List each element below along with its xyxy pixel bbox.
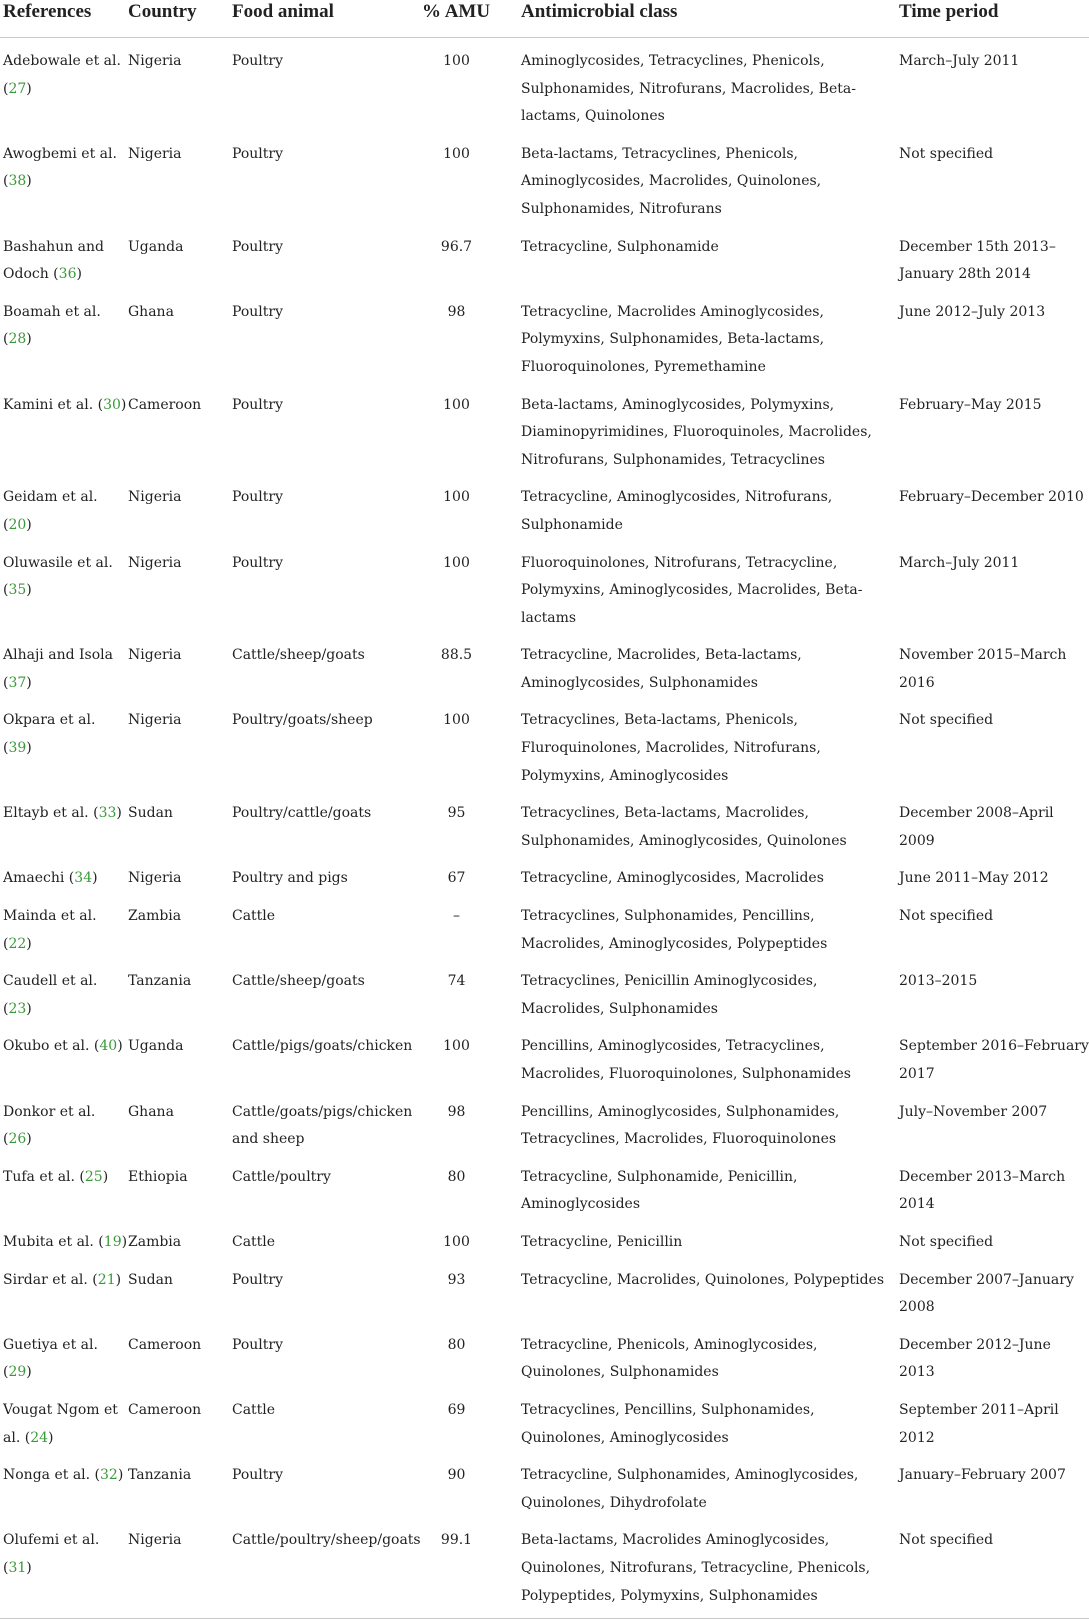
food-animal-cell: Poultry/cattle/goats <box>232 805 372 822</box>
country-cell: Nigeria <box>128 53 182 69</box>
reference-number-link[interactable]: 40 <box>99 1038 118 1055</box>
antimicrobial-class-cell: Beta-lactams, Tetracyclines, Phenicols, Aminoglycosides, Macrolides, Quinolones, Sulphonamides, Nitrofurans <box>521 145 822 217</box>
antimicrobial-class-cell: Tetracycline, Phenicols, Aminoglycosides, Quinolones, Sulphonamides <box>521 1336 818 1381</box>
reference-number-link[interactable]: 19 <box>103 1233 122 1250</box>
table-row <box>0 790 1089 855</box>
food-animal-cell: Poultry <box>232 396 284 413</box>
food-animal-cell: Poultry <box>232 145 284 162</box>
antimicrobial-class-cell: Tetracycline, Macrolides Aminoglycosides, Polymyxins, Sulphonamides, Beta-lactams, Fluoroquinolones, Pyremethamine <box>521 303 825 375</box>
time-period-cell: September 2011–April 2012 <box>899 1401 1059 1446</box>
table-row <box>0 697 1089 790</box>
reference-cell: Okubo et al. (40) <box>3 1038 123 1055</box>
table-row <box>0 1322 1089 1387</box>
reference-number-link[interactable]: 38 <box>8 173 27 190</box>
country-cell: Zambia <box>128 1233 182 1250</box>
food-animal-cell: Cattle <box>232 908 276 925</box>
reference-author: Eltayb et al. <box>3 805 89 822</box>
amu-percent-cell: 80 <box>447 1336 466 1353</box>
antimicrobial-class-cell: Beta-lactams, Macrolides Aminoglycosides, Quinolones, Nitrofurans, Tetracycline, Phenicols, Polypeptides, Polymyxins, Sulphonamides <box>521 1517 899 1618</box>
food-animal-cell: Cattle/sheep/goats <box>232 647 365 664</box>
header-amu-percent: % AMU <box>422 0 521 38</box>
country-cell: Uganda <box>128 238 184 255</box>
table-row <box>0 1219 1089 1257</box>
table-body <box>0 38 1089 1619</box>
table-row <box>0 1154 1089 1219</box>
reference-cell: Nonga et al. (32) <box>3 1467 124 1484</box>
table-row <box>0 1517 1089 1618</box>
header-food-animal: Food animal <box>232 0 422 38</box>
amu-percent-cell: 100 <box>443 1038 470 1055</box>
reference-cell: Adebowale et al. (27) <box>3 53 121 97</box>
amu-percent-cell: – <box>453 908 460 925</box>
antimicrobial-class-cell: Tetracyclines, Pencillins, Sulphonamides, Quinolones, Aminoglycosides <box>521 1401 815 1446</box>
reference-author: Vougat Ngom et al. <box>3 1401 118 1446</box>
table-row <box>0 958 1089 1023</box>
reference-cell: Sirdar et al. (21) <box>3 1271 122 1288</box>
country-cell: Ethiopia <box>128 1168 188 1185</box>
country-cell: Sudan <box>128 805 173 822</box>
antimicrobial-class-cell: Beta-lactams, Aminoglycosides, Polymyxins, Diaminopyrimidines, Fluoroquinoles, Macrolides, Nitrofurans, Sulphonamides, Tetracyclines <box>521 396 872 468</box>
table-row <box>0 1452 1089 1517</box>
amu-percent-cell: 95 <box>447 805 466 822</box>
reference-cell: Mainda et al. (22) <box>3 908 97 952</box>
country-cell: Ghana <box>128 303 174 320</box>
reference-cell: Guetiya et al. (29) <box>3 1336 98 1381</box>
amu-percent-cell: 100 <box>443 1233 470 1250</box>
time-period-cell: November 2015–March 2016 <box>899 647 1067 691</box>
reference-cell: Caudell et al. (23) <box>3 973 98 1017</box>
reference-number-link[interactable]: 32 <box>100 1467 118 1484</box>
food-animal-cell: Cattle/sheep/goats <box>232 973 365 990</box>
amu-percent-cell: 93 <box>447 1271 466 1288</box>
reference-author: Geidam et al. <box>3 489 98 506</box>
reference-author: Okpara et al. <box>3 712 96 729</box>
antimicrobial-class-cell: Tetracyclines, Sulphonamides, Pencillins, Macrolides, Aminoglycosides, Polypeptides <box>521 908 828 952</box>
reference-number-link[interactable]: 34 <box>74 870 93 887</box>
amu-percent-cell: 74 <box>447 973 466 990</box>
reference-number-link[interactable]: 30 <box>103 396 121 413</box>
antimicrobial-class-cell: Tetracyclines, Penicillin Aminoglycosides, Macrolides, Sulphonamides <box>521 973 818 1017</box>
reference-cell: Mubita et al. (19) <box>3 1233 128 1250</box>
country-cell: Nigeria <box>128 647 182 664</box>
country-cell: Nigeria <box>128 489 182 506</box>
amu-percent-cell: 100 <box>443 489 470 506</box>
reference-author: Tufa et al. <box>3 1168 75 1185</box>
amu-percent-cell: 88.5 <box>440 647 473 664</box>
amu-percent-cell: 80 <box>447 1168 466 1185</box>
food-animal-cell: Poultry and pigs <box>232 870 348 887</box>
reference-number-link[interactable]: 27 <box>8 80 27 97</box>
country-cell: Nigeria <box>128 145 182 162</box>
reference-cell: Oluwasile et al. (35) <box>3 554 113 599</box>
header-country: Country <box>128 0 232 38</box>
reference-number-link[interactable]: 23 <box>8 1000 27 1017</box>
reference-cell: Awogbemi et al. (38) <box>3 145 117 190</box>
food-animal-cell: Poultry <box>232 1467 284 1484</box>
table-row <box>0 131 1089 224</box>
time-period-cell: Not specified <box>899 145 994 162</box>
antimicrobial-class-cell: Tetracycline, Aminoglycosides, Nitrofurans, Sulphonamide <box>521 489 833 533</box>
amu-percent-cell: 98 <box>447 303 466 320</box>
table-row <box>0 224 1089 289</box>
table-row <box>0 893 1089 958</box>
reference-number-link[interactable]: 25 <box>84 1168 103 1185</box>
antimicrobial-class-cell: Tetracycline, Sulphonamides, Aminoglycosides, Quinolones, Dihydrofolate <box>521 1467 859 1511</box>
reference-author: Awogbemi et al. <box>3 145 117 162</box>
antimicrobial-class-cell: Tetracycline, Sulphonamide <box>521 238 719 255</box>
reference-author: Kamini et al. <box>3 396 94 413</box>
reference-number-link[interactable]: 29 <box>8 1364 27 1381</box>
reference-author: Boamah et al. <box>3 303 101 320</box>
reference-author: Adebowale et al. <box>3 53 121 69</box>
reference-author: Mainda et al. <box>3 908 97 925</box>
amu-percent-cell: 100 <box>443 712 470 729</box>
amu-percent-cell: 100 <box>443 554 470 571</box>
country-cell: Nigeria <box>128 870 182 887</box>
reference-number-link[interactable]: 35 <box>8 582 27 599</box>
reference-author: Bashahun and Odoch <box>3 238 105 283</box>
time-period-cell: December 2007–January 2008 <box>899 1271 1074 1316</box>
antimicrobial-class-cell: Pencillins, Aminoglycosides, Tetracyclines, Macrolides, Fluoroquinolones, Sulphonamides <box>521 1038 851 1082</box>
reference-cell: Amaechi (34) <box>3 870 98 887</box>
time-period-cell: Not specified <box>899 1517 1089 1618</box>
country-cell: Ghana <box>128 1103 174 1120</box>
time-period-cell: December 2013–March 2014 <box>899 1168 1066 1213</box>
country-cell: Sudan <box>128 1271 173 1288</box>
country-cell: Nigeria <box>128 1517 232 1618</box>
time-period-cell: July–November 2007 <box>899 1103 1048 1120</box>
amu-percent-cell: 100 <box>443 145 470 162</box>
country-cell: Cameroon <box>128 1336 202 1353</box>
food-animal-cell: Poultry <box>232 303 284 320</box>
reference-author: Amaechi <box>3 870 65 887</box>
country-cell: Cameroon <box>128 396 202 413</box>
food-animal-cell: Poultry <box>232 53 284 69</box>
header-time-period: Time period <box>899 0 1089 38</box>
time-period-cell: Not specified <box>899 908 994 925</box>
time-period-cell: Not specified <box>899 1233 994 1250</box>
country-cell: Cameroon <box>128 1401 202 1418</box>
reference-cell: Okpara et al. (39) <box>3 712 96 757</box>
reference-author: Sirdar et al. <box>3 1271 88 1288</box>
header-references: References <box>0 0 128 38</box>
antimicrobial-class-cell: Tetracycline, Aminoglycosides, Macrolides <box>521 870 824 887</box>
country-cell: Nigeria <box>128 712 182 729</box>
reference-cell: Boamah et al. (28) <box>3 303 101 348</box>
table-row <box>0 1257 1089 1322</box>
reference-author: Olufemi et al. <box>3 1532 100 1549</box>
time-period-cell: December 2008–April 2009 <box>899 805 1054 849</box>
amu-percent-cell: 96.7 <box>440 238 473 255</box>
table-row <box>0 540 1089 633</box>
food-animal-cell: Cattle/pigs/goats/chicken <box>232 1038 413 1055</box>
time-period-cell: January–February 2007 <box>899 1467 1066 1484</box>
food-animal-cell: Poultry <box>232 1271 284 1288</box>
time-period-cell: Not specified <box>899 712 994 729</box>
reference-number-link[interactable]: 22 <box>8 935 27 952</box>
amu-percent-cell: 100 <box>443 53 470 69</box>
reference-number-link[interactable]: 21 <box>97 1271 116 1288</box>
reference-cell: Bashahun and Odoch (36) <box>3 238 105 283</box>
reference-author: Caudell et al. <box>3 973 98 990</box>
country-cell: Zambia <box>128 908 182 925</box>
food-animal-cell: Cattle <box>232 1401 276 1418</box>
time-period-cell: June 2012–July 2013 <box>899 303 1046 320</box>
food-animal-cell: Poultry <box>232 238 284 255</box>
time-period-cell: March–July 2011 <box>899 554 1020 571</box>
antimicrobial-class-cell: Tetracycline, Sulphonamide, Penicillin, Aminoglycosides <box>521 1168 798 1213</box>
amu-percent-cell: 98 <box>447 1103 466 1120</box>
table-row <box>0 1023 1089 1088</box>
country-cell: Tanzania <box>128 973 192 990</box>
reference-cell: Donkor et al. (26) <box>3 1103 96 1148</box>
time-period-cell: September 2016–February 2017 <box>899 1038 1089 1082</box>
amu-percent-cell: 69 <box>447 1401 466 1418</box>
time-period-cell: December 2012–June 2013 <box>899 1336 1051 1381</box>
reference-number-link[interactable]: 33 <box>98 805 117 822</box>
reference-number-link[interactable]: 36 <box>58 266 77 283</box>
reference-cell: Kamini et al. (30) <box>3 396 127 413</box>
time-period-cell: June 2011–May 2012 <box>899 870 1049 887</box>
reference-cell: Vougat Ngom et al. (24) <box>3 1401 118 1446</box>
amu-percent-cell: 100 <box>443 396 470 413</box>
time-period-cell: February–May 2015 <box>899 396 1042 413</box>
reference-author: Guetiya et al. <box>3 1336 98 1353</box>
reference-author: Alhaji and Isola <box>3 647 113 664</box>
antimicrobial-class-cell: Tetracycline, Macrolides, Quinolones, Polypeptides <box>521 1271 885 1288</box>
time-period-cell: December 15th 2013–January 28th 2014 <box>899 238 1056 283</box>
reference-number-link[interactable]: 37 <box>8 674 27 691</box>
reference-number-link[interactable]: 20 <box>8 516 27 533</box>
reference-number-link[interactable]: 28 <box>8 331 27 348</box>
reference-number-link[interactable]: 39 <box>8 740 27 757</box>
table-row <box>0 1089 1089 1154</box>
antimicrobial-class-cell: Aminoglycosides, Tetracyclines, Phenicols, Sulphonamides, Nitrofurans, Macrolides, Beta-lactams, Quinolones <box>521 53 856 125</box>
reference-author: Okubo et al. <box>3 1038 90 1055</box>
reference-author: Nonga et al. <box>3 1467 91 1484</box>
food-animal-cell: Cattle/goats/pigs/chicken and sheep <box>232 1103 413 1148</box>
amu-percent-cell: 67 <box>447 870 466 887</box>
reference-cell: Tufa et al. (25) <box>3 1168 109 1185</box>
table-row <box>0 632 1089 697</box>
food-animal-cell: Cattle/poultry <box>232 1168 331 1185</box>
food-animal-cell: Poultry <box>232 1336 284 1353</box>
table-row <box>0 382 1089 475</box>
country-cell: Tanzania <box>128 1467 192 1484</box>
amu-percent-cell: 99.1 <box>422 1517 521 1618</box>
antimicrobial-class-cell: Pencillins, Aminoglycosides, Sulphonamides, Tetracyclines, Macrolides, Fluoroquinolones <box>521 1103 840 1148</box>
food-animal-cell: Cattle <box>232 1233 276 1250</box>
country-cell: Uganda <box>128 1038 184 1055</box>
reference-cell: Alhaji and Isola (37) <box>3 647 113 691</box>
food-animal-cell: Poultry <box>232 489 284 506</box>
table-row <box>0 855 1089 893</box>
antimicrobial-class-cell: Fluoroquinolones, Nitrofurans, Tetracycline, Polymyxins, Aminoglycosides, Macrolides, Beta-lactams <box>521 554 863 626</box>
antimicrobial-class-cell: Tetracyclines, Beta-lactams, Phenicols, Fluroquinolones, Macrolides, Nitrofurans, Polymyxins, Aminoglycosides <box>521 712 821 784</box>
antimicrobial-class-cell: Tetracycline, Penicillin <box>521 1233 683 1250</box>
reference-cell: Olufemi et al. (31) <box>0 1517 128 1618</box>
header-row <box>0 0 1089 38</box>
table-row <box>0 38 1089 131</box>
antimicrobial-class-cell: Tetracyclines, Beta-lactams, Macrolides, Sulphonamides, Aminoglycosides, Quinolones <box>521 805 847 849</box>
food-animal-cell: Cattle/poultry/sheep/goats <box>232 1517 422 1618</box>
table-row <box>0 1387 1089 1452</box>
table-row <box>0 474 1089 539</box>
reference-author: Mubita et al. <box>3 1233 94 1250</box>
country-cell: Nigeria <box>128 554 182 571</box>
reference-author: Donkor et al. <box>3 1103 96 1120</box>
amu-percent-cell: 90 <box>447 1467 466 1484</box>
reference-number-link[interactable]: 26 <box>8 1131 27 1148</box>
header-antimicrobial-class: Antimicrobial class <box>521 0 899 38</box>
food-animal-cell: Poultry <box>232 554 284 571</box>
time-period-cell: March–July 2011 <box>899 53 1020 69</box>
antimicrobial-class-cell: Tetracycline, Macrolides, Beta-lactams, Aminoglycosides, Sulphonamides <box>521 647 802 691</box>
reference-cell: Eltayb et al. (33) <box>3 805 122 822</box>
reference-cell: Geidam et al. (20) <box>3 489 98 533</box>
reference-author: Oluwasile et al. <box>3 554 113 571</box>
table-row <box>0 289 1089 382</box>
time-period-cell: 2013–2015 <box>899 973 978 990</box>
reference-number-link[interactable]: 31 <box>8 1559 27 1576</box>
reference-number-link[interactable]: 24 <box>30 1429 49 1446</box>
food-animal-cell: Poultry/goats/sheep <box>232 712 373 729</box>
time-period-cell: February–December 2010 <box>899 489 1084 506</box>
